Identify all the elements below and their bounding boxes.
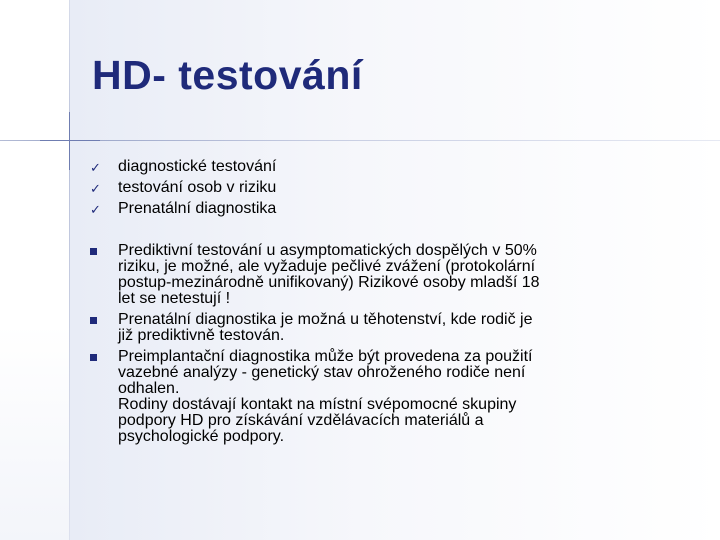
- bullet-line: let se netestují !: [118, 290, 231, 307]
- crosshair-horizontal: [40, 140, 100, 141]
- bullet-line: odhalen.: [118, 380, 180, 397]
- square-bullet-icon: [90, 354, 97, 361]
- checklist-item-text: diagnostické testování: [118, 158, 277, 175]
- bullet-line: psychologické podpory.: [118, 428, 285, 445]
- bullet-item: [90, 312, 670, 344]
- left-band: [0, 0, 70, 540]
- bullet-line: Preimplantační diagnostika může být provedena za použití: [118, 348, 533, 365]
- bullet-list: [90, 243, 670, 450]
- bullet-line: vazebné analýzy - genetický stav ohroženého rodiče není: [118, 364, 526, 381]
- checklist-item-text: testování osob v riziku: [118, 179, 277, 196]
- bullet-line: Prediktivní testování u asymptomatických dospělých v 50%: [118, 242, 537, 259]
- crosshair-vertical: [69, 112, 70, 170]
- bullet-line: Prenatální diagnostika je možná u těhotenství, kde rodič je: [118, 311, 533, 328]
- bullet-line: postup-mezinárodně unifikovaný) Rizikové osoby mladší 18: [118, 274, 540, 291]
- square-bullet-icon: [90, 317, 97, 324]
- vertical-rule: [69, 0, 70, 540]
- check-icon: ✓: [90, 202, 101, 217]
- bullet-line: podpory HD pro získávání vzdělávacích materiálů a: [118, 412, 484, 429]
- check-icon: ✓: [90, 181, 101, 196]
- horizontal-rule: [0, 140, 720, 141]
- check-icon: ✓: [90, 160, 101, 175]
- square-bullet-icon: [90, 248, 97, 255]
- bullet-item: [90, 243, 670, 307]
- checklist-item-text: Prenatální diagnostika: [118, 200, 277, 217]
- slide-title: HD- testování: [92, 52, 363, 98]
- bullet-line: riziku, je možné, ale vyžaduje pečlivé zvážení (protokolární: [118, 258, 536, 275]
- bullet-line: již prediktivně testován.: [118, 327, 285, 344]
- bullet-line: Rodiny dostávají kontakt na místní svépomocné skupiny: [118, 396, 517, 413]
- bullet-item: [90, 349, 670, 445]
